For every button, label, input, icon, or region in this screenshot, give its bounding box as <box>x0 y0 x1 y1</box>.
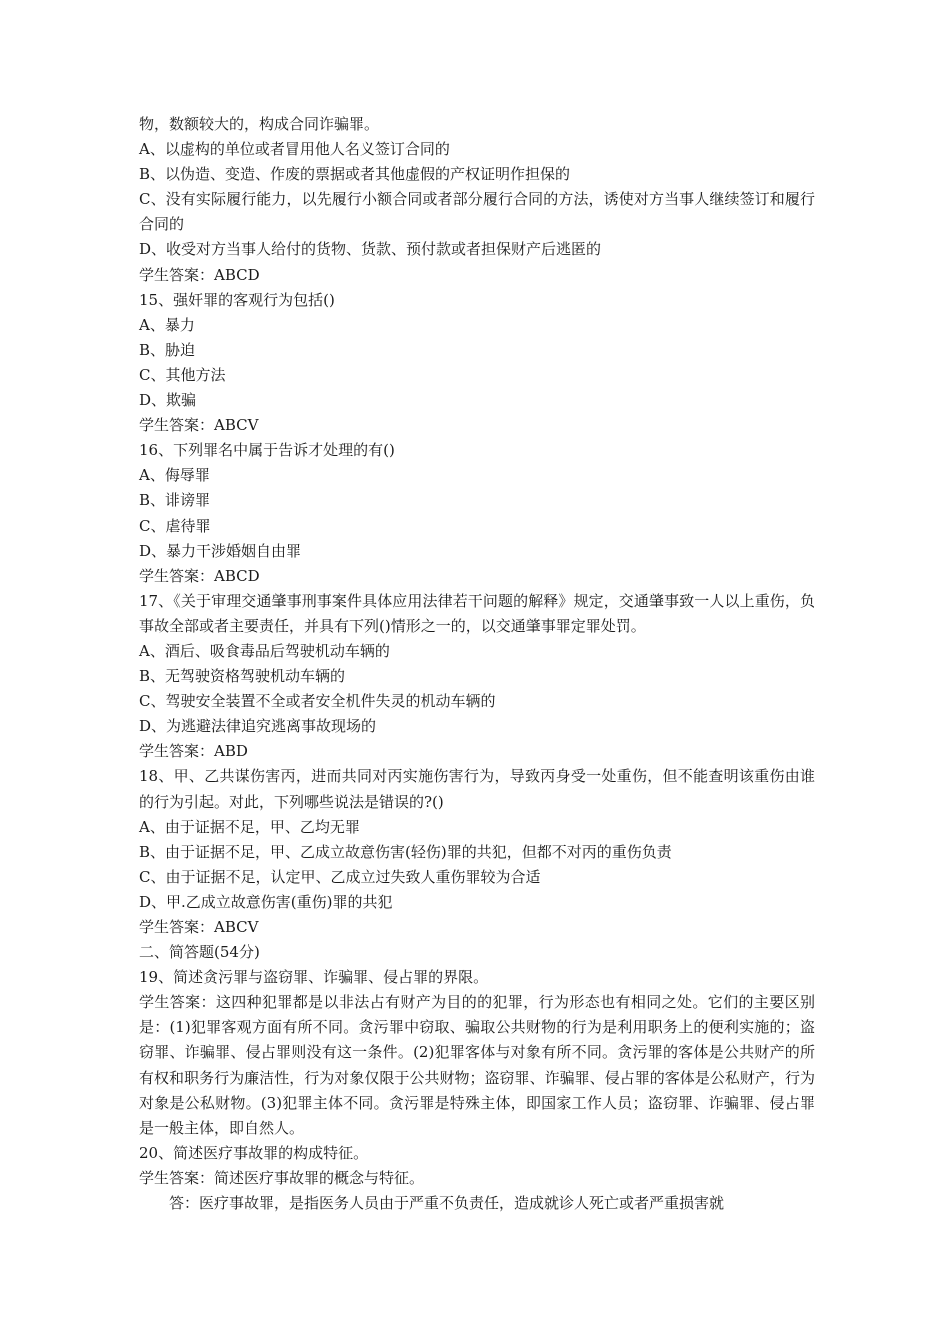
option-b: B、由于证据不足，甲、乙成立故意伤害(轻伤)罪的共犯，但都不对丙的重伤负责 <box>139 842 672 861</box>
option-d: D、收受对方当事人给付的货物、货款、预付款或者担保财产后逃匿的 <box>139 240 602 259</box>
option-c: C、由于证据不足，认定甲、乙成立过失致人重伤罪较为合适 <box>139 867 541 886</box>
question-17: 17、《关于审理交通肇事刑事案件具体应用法律若干问题的解释》规定，交通肇事致一人以上重伤，负事故全部或者主要责任，并具有下列()情形之一的，以交通肇事罪定罪处罚。 <box>139 591 815 635</box>
option-c: C、其他方法 <box>139 365 226 384</box>
question-20: 20、简述医疗事故罪的构成特征。 <box>139 1143 369 1162</box>
question-16: 16、下列罪名中属于告诉才处理的有() <box>139 441 395 460</box>
question-15: 15、强奸罪的客观行为包括() <box>139 290 335 309</box>
option-b: B、无驾驶资格驾驶机动车辆的 <box>139 667 346 686</box>
option-b: B、诽谤罪 <box>139 491 211 510</box>
text-line: 物，数额较大的，构成合同诈骗罪。 <box>139 115 380 133</box>
option-d: D、暴力干涉婚姻自由罪 <box>139 541 302 560</box>
student-answer: 学生答案：ABD <box>139 742 248 761</box>
option-a: A、侮辱罪 <box>139 466 210 485</box>
student-answer: 学生答案：这四种犯罪都是以非法占有财产为目的的犯罪，行为形态也有相同之处。它们的主要区别是：(1)犯罪客观方面有所不同。贪污罪中窃取、骗取公共财物的行为是利用职务上的便利实施的；盗窃罪、诈骗罪、侵占罪则没有这一条件。(2)犯罪客体与对象有所不同。贪污罪的客体是公共财产的所有权和职务行为廉洁性，行为对象仅限于公共财物；盗窃罪、诈骗罪、侵占罪的客体是公私财产，行为对象是公私财物。(3)犯罪主体不同。贪污罪是特殊主体，即国家工作人员；盗窃罪、诈骗罪、侵占罪是一般主体，即自然人。 <box>139 993 815 1137</box>
option-b: B、以伪造、变造、作废的票据或者其他虚假的产权证明作担保的 <box>139 165 571 184</box>
option-d: D、欺骗 <box>139 391 197 410</box>
student-answer: 学生答案：简述医疗事故罪的概念与特征。 <box>139 1168 425 1187</box>
document-body <box>139 112 815 1216</box>
question-18: 18、甲、乙共谋伤害丙，进而共同对丙实施伤害行为，导致丙身受一处重伤，但不能查明该重伤由谁的行为引起。对此，下列哪些说法是错误的?() <box>139 767 815 811</box>
answer-paragraph: 答：医疗事故罪，是指医务人员由于严重不负责任，造成就诊人死亡或者严重损害就 <box>169 1194 725 1213</box>
option-d: D、为逃避法律追究逃离事故现场的 <box>139 717 377 736</box>
option-b: B、胁迫 <box>139 340 196 359</box>
option-a: A、酒后、吸食毒品后驾驶机动车辆的 <box>139 641 390 660</box>
question-19: 19、简述贪污罪与盗窃罪、诈骗罪、侵占罪的界限。 <box>139 968 489 987</box>
option-c: C、虐待罪 <box>139 516 211 535</box>
option-c: C、没有实际履行能力，以先履行小额合同或者部分履行合同的方法，诱使对方当事人继续签订和履行合同的 <box>139 190 815 234</box>
student-answer: 学生答案：ABCV <box>139 416 259 435</box>
option-a: A、暴力 <box>139 315 195 334</box>
option-a: A、由于证据不足，甲、乙均无罪 <box>139 817 360 836</box>
student-answer: 学生答案：ABCD <box>139 265 260 284</box>
option-a: A、以虚构的单位或者冒用他人名义签订合同的 <box>139 140 450 159</box>
section-heading: 二、简答题(54分) <box>139 943 260 962</box>
student-answer: 学生答案：ABCV <box>139 918 259 936</box>
option-d: D、甲.乙成立故意伤害(重伤)罪的共犯 <box>139 892 393 911</box>
option-c: C、驾驶安全装置不全或者安全机件失灵的机动车辆的 <box>139 692 496 711</box>
student-answer: 学生答案：ABCD <box>139 566 260 585</box>
